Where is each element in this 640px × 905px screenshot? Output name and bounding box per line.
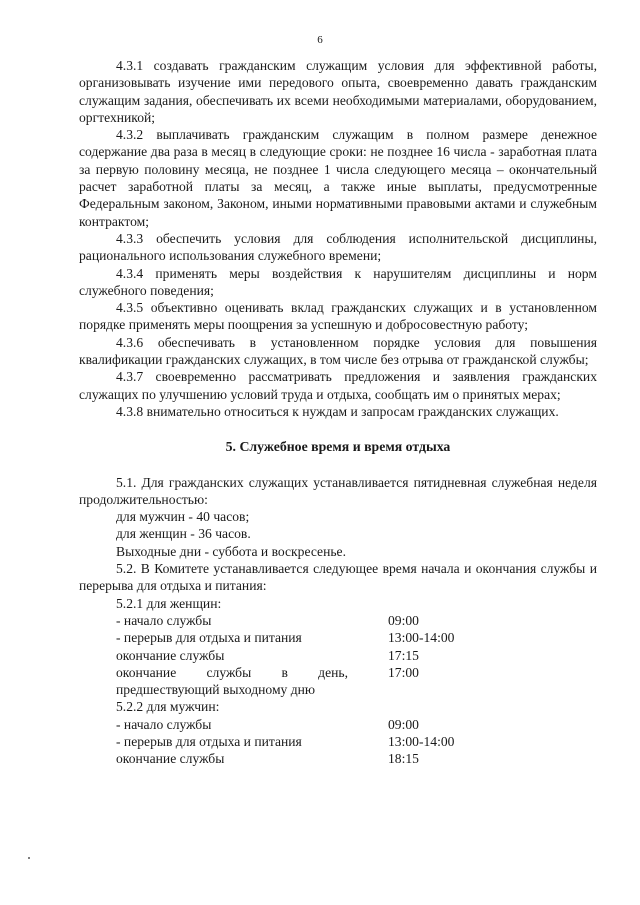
section-5-heading: 5. Служебное время и время отдыха [225, 439, 451, 455]
schedule-label: - перерыв для отдыха и питания [116, 630, 302, 646]
schedule-label: - начало службы [116, 612, 212, 628]
men-schedule-title: 5.2.2 для мужчин: [116, 699, 220, 715]
schedule-row [79, 647, 597, 664]
days-off: Выходные дни - суббота и воскресенье. [116, 543, 346, 559]
clause-4-3-2: 4.3.2 выплачивать гражданским служащим в полном размере денежное содержание два раза в месяц в следующие сроки: не позднее 16 числа - заработная плата за первую половину месяца, не позднее 1 числа следующего месяца – окончательный расчет заработной платы за месяц, а также иные выплаты, предусмотренные Федеральным законом, Законом, иными нормативными правовыми актами и служебным контрактом; [79, 127, 597, 229]
women-schedule [79, 612, 597, 698]
schedule-label: окончание службы [116, 647, 225, 663]
clause-4-3-5: 4.3.5 объективно оценивать вклад гражданских служащих и в установленном порядке применять меры поощрения за успешную и добросовестную работу; [79, 300, 597, 333]
schedule-label: окончание службы в день, предшествующий выходному дню [116, 664, 348, 698]
clause-4-3-1: 4.3.1 создавать гражданским служащим условия для эффективной работы, организовывать изучение ими передового опыта, своевременно давать гражданским служащим задания, обеспечивать их всеми необходимыми материалами, оборудованием, оргтехникой; [79, 58, 597, 125]
document-body [79, 57, 597, 768]
schedule-time: 13:00-14:00 [388, 733, 455, 749]
clause-4-3-6: 4.3.6 обеспечивать в установленном порядке условия для повышения квалификации гражданских служащих, в том числе без отрыва от гражданской службы; [79, 334, 597, 368]
schedule-time: 18:15 [388, 751, 419, 767]
schedule-time: 09:00 [388, 612, 419, 628]
schedule-time: 09:00 [388, 716, 419, 732]
schedule-row [79, 750, 597, 767]
schedule-label: - начало службы [116, 716, 212, 732]
schedule-time: 17:15 [388, 647, 419, 663]
schedule-row [79, 629, 597, 646]
schedule-label: - перерыв для отдыха и питания [116, 733, 302, 749]
schedule-row [79, 716, 597, 733]
clause-5-1: 5.1. Для гражданских служащих устанавливается пятидневная служебная неделя продолжительностью: [79, 474, 597, 507]
page-number: 6 [317, 34, 323, 46]
clause-4-3-3: 4.3.3 обеспечить условия для соблюдения исполнительской дисциплины, рационального использования служебного времени; [79, 230, 597, 264]
clause-5-2: 5.2. В Комитете устанавливается следующее время начала и окончания службы и перерыва для отдыха и питания: [79, 561, 597, 594]
clause-4-3-7: 4.3.7 своевременно рассматривать предложения и заявления гражданских служащих по улучшению условий труда и отдыха, сообщать им о принятых мерах; [79, 369, 597, 402]
clause-4-3-8: 4.3.8 внимательно относиться к нуждам и запросам гражданских служащих. [116, 403, 559, 419]
men-week-hours: для мужчин - 40 часов; [116, 509, 250, 525]
schedule-row [79, 733, 597, 750]
schedule-label: окончание службы [116, 751, 225, 767]
schedule-row [79, 612, 597, 629]
scan-speck [28, 857, 30, 859]
clause-4-3-4: 4.3.4 применять меры воздействия к нарушителям дисциплины и норм служебного поведения; [79, 265, 597, 298]
schedule-time: 17:00 [388, 664, 419, 680]
women-schedule-title: 5.2.1 для женщин: [116, 595, 222, 611]
men-schedule [79, 716, 597, 768]
women-week-hours: для женщин - 36 часов. [116, 526, 251, 542]
schedule-row [79, 664, 597, 699]
schedule-time: 13:00-14:00 [388, 630, 455, 646]
